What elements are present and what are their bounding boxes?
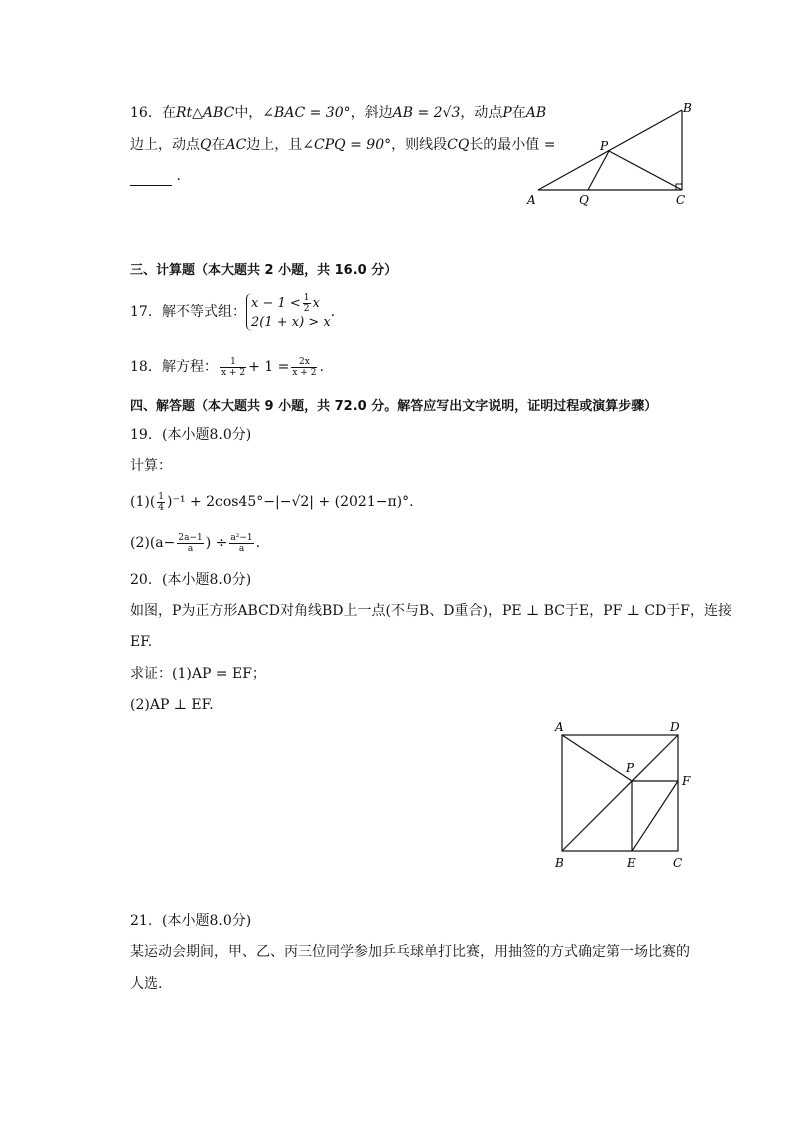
q16-line1: 16. 在Rt△ABC中，∠BAC = 30°，斜边AB = 2√3，动点P在AB (130, 105, 547, 121)
label-D: D (670, 720, 680, 734)
q20-square-figure (548, 716, 698, 876)
q20-header: 20. (本小题8.0分) (130, 572, 252, 588)
q16-line3: . (130, 166, 181, 186)
q20-line4: (2)AP ⊥ EF. (130, 697, 214, 713)
label-Q: Q (579, 193, 589, 207)
label-A: A (527, 193, 536, 207)
label-B: B (683, 101, 692, 115)
label-A: A (555, 720, 564, 734)
q19-header: 19. (本小题8.0分) (130, 427, 252, 443)
q19-intro: 计算： (130, 458, 172, 474)
q21-header: 21. (本小题8.0分) (130, 913, 252, 929)
label-C: C (673, 856, 683, 870)
q17: 17. 解不等式组： x − 1 < $\frac{1}{2}$ x 2(1 + x) > x . (130, 293, 336, 330)
label-B: B (555, 856, 564, 870)
label-E: E (627, 856, 636, 870)
label-P: P (600, 139, 609, 153)
q19-part2: (2)(a− $\frac{2a-1}{a}$ ) ÷ $\frac{\text{a²−1}}{a}$ . (130, 532, 261, 554)
q19-part1: (1)( $\frac{1}{4}$ )⁻¹ + 2cos45°−|−√2| + (2021−π)°. (130, 491, 414, 513)
q16-line2: 边上，动点Q在AC边上，且∠CPQ = 90°，则线段CQ长的最小值 = (130, 137, 556, 153)
q20-line2: EF. (130, 634, 153, 650)
section-3-heading: 三、计算题（本大题共 2 小题，共 16.0 分） (130, 263, 398, 278)
inequality-system: x − 1 < $\frac{1}{2}$ x 2(1 + x) > x (246, 293, 331, 331)
label-F: F (682, 774, 691, 788)
section-4-heading: 四、解答题（本大题共 9 小题，共 72.0 分。解答应写出文字说明，证明过程或演算步骤） (130, 399, 658, 414)
q20-line1: 如图，P为正方形ABCD对角线BD上一点(不与B、D重合)，PE ⊥ BC于E，PF ⊥ CD于F，连接 (130, 603, 732, 619)
q21-line1: 某运动会期间，甲、乙、丙三位同学参加乒乓球单打比赛，用抽签的方式确定第一场比赛的 (130, 944, 690, 960)
q20-line3: 求证：(1)AP = EF； (130, 666, 266, 682)
answer-blank[interactable] (130, 171, 172, 186)
label-P: P (626, 761, 635, 775)
label-C: C (676, 193, 686, 207)
q18: 18. 解方程： $\frac{1}{x + 2}$ + 1 = $\frac{2x}{x + 2}$ . (130, 356, 324, 378)
q21-line2: 人选. (130, 976, 163, 992)
q16-triangle-figure (525, 98, 700, 210)
